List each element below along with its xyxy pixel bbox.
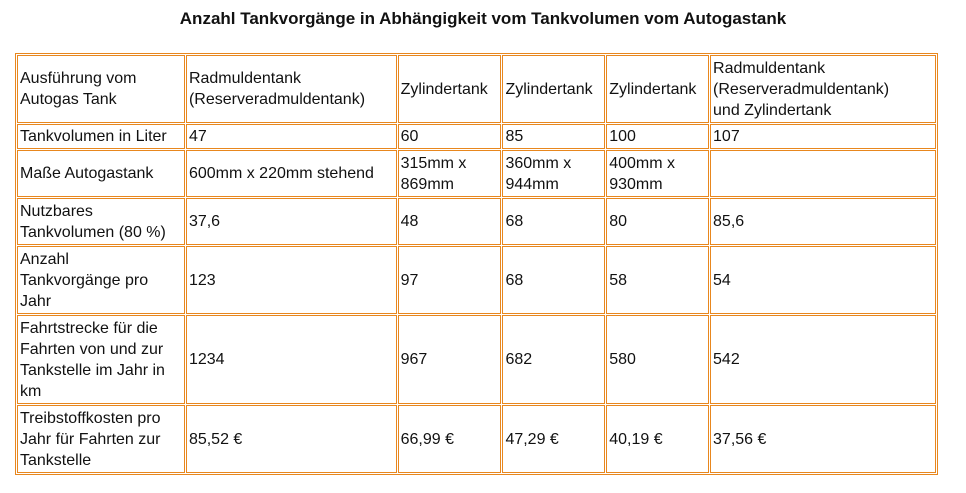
table-row bbox=[17, 198, 936, 245]
table-cell: 48 bbox=[398, 198, 502, 245]
table-cell: 600mm x 220mm stehend bbox=[186, 150, 397, 197]
table-cell: 85,52 € bbox=[186, 405, 397, 473]
table-cell: 85,6 bbox=[710, 198, 936, 245]
table-cell: 97 bbox=[398, 246, 502, 314]
table-cell: 542 bbox=[710, 315, 936, 404]
row-label-refuel-count: Anzahl Tankvorgänge pro Jahr bbox=[17, 246, 185, 314]
table-cell: 123 bbox=[186, 246, 397, 314]
table-cell: 107 bbox=[710, 124, 936, 149]
table-row bbox=[17, 246, 936, 314]
table-cell: 315mm x 869mm bbox=[398, 150, 502, 197]
row-label-usable-volume: Nutzbares Tankvolumen (80 %) bbox=[17, 198, 185, 245]
row-label-dimensions: Maße Autogastank bbox=[17, 150, 185, 197]
table-cell: 60 bbox=[398, 124, 502, 149]
table-header-row bbox=[17, 55, 936, 123]
table-cell: 66,99 € bbox=[398, 405, 502, 473]
table-cell: 40,19 € bbox=[606, 405, 709, 473]
page-title: Anzahl Tankvorgänge in Abhängigkeit vom Tankvolumen vom Autogastank bbox=[179, 9, 787, 28]
tank-comparison-table bbox=[15, 53, 938, 475]
table-cell: 580 bbox=[606, 315, 709, 404]
header-cell-combined-tank: Radmuldentank (Reserveradmuldentank) und Zylindertank bbox=[710, 55, 936, 123]
table-row bbox=[17, 315, 936, 404]
header-cell-cylinder-tank-85: Zylindertank bbox=[502, 55, 605, 123]
table-cell: 400mm x 930mm bbox=[606, 150, 709, 197]
table-cell: 54 bbox=[710, 246, 936, 314]
table-cell: 68 bbox=[502, 246, 605, 314]
table-cell: 100 bbox=[606, 124, 709, 149]
table-cell bbox=[710, 150, 936, 197]
table-cell: 47,29 € bbox=[502, 405, 605, 473]
table-row bbox=[17, 150, 936, 197]
header-cell-cylinder-tank-60: Zylindertank bbox=[398, 55, 502, 123]
table-cell: 37,56 € bbox=[710, 405, 936, 473]
row-label-tank-volume: Tankvolumen in Liter bbox=[17, 124, 185, 149]
header-cell-cylinder-tank-100: Zylindertank bbox=[606, 55, 709, 123]
table-cell: 37,6 bbox=[186, 198, 397, 245]
table-row bbox=[17, 405, 936, 473]
table-cell: 68 bbox=[502, 198, 605, 245]
table-cell: 967 bbox=[398, 315, 502, 404]
table-cell: 47 bbox=[186, 124, 397, 149]
table-cell: 85 bbox=[502, 124, 605, 149]
table-cell: 80 bbox=[606, 198, 709, 245]
table-cell: 360mm x 944mm bbox=[502, 150, 605, 197]
table-cell: 682 bbox=[502, 315, 605, 404]
table-cell: 58 bbox=[606, 246, 709, 314]
row-label-fuel-cost: Treibstoffkosten pro Jahr für Fahrten zur Tankstelle bbox=[17, 405, 185, 473]
table-cell: 1234 bbox=[186, 315, 397, 404]
table-row bbox=[17, 124, 936, 149]
row-label-distance: Fahrtstrecke für die Fahrten von und zur Tankstelle im Jahr in km bbox=[17, 315, 185, 404]
header-cell-design: Ausführung vom Autogas Tank bbox=[17, 55, 185, 123]
header-cell-wheel-well-tank: Radmuldentank (Reserveradmuldentank) bbox=[186, 55, 397, 123]
